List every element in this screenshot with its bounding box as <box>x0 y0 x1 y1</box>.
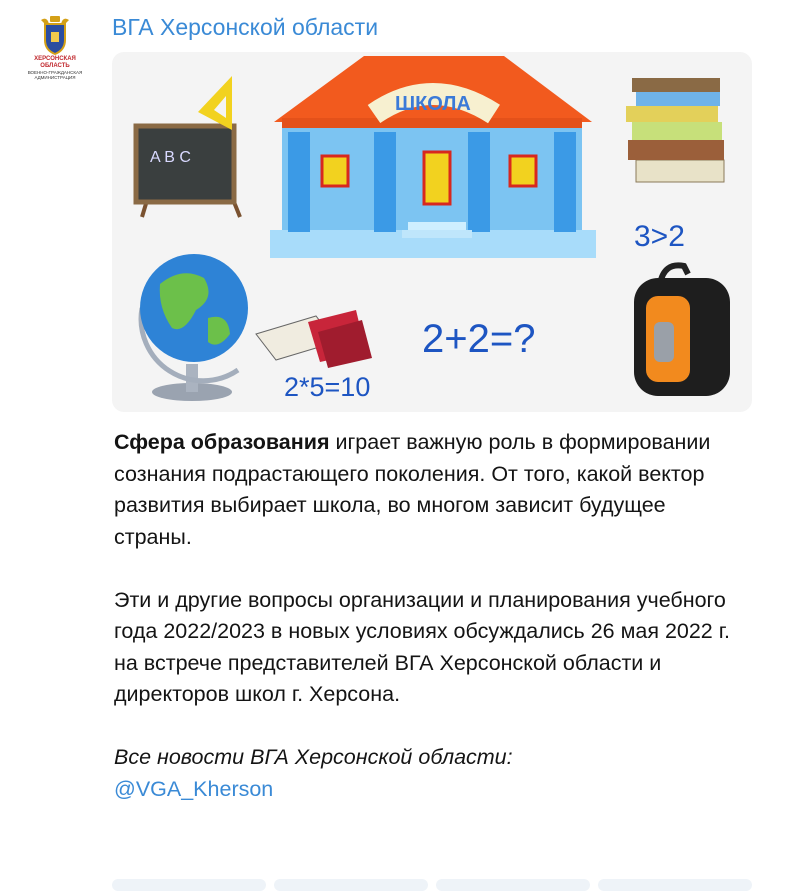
reaction-button[interactable] <box>598 879 752 891</box>
channel-avatar[interactable] <box>22 14 88 80</box>
reaction-button[interactable] <box>436 879 590 891</box>
avatar-caption: ХЕРСОНСКАЯ ОБЛАСТЬ <box>34 56 76 69</box>
channel-mention-link[interactable]: @VGA_Kherson <box>114 776 274 801</box>
school-building-icon <box>270 56 596 258</box>
school-sign: ШКОЛА <box>395 93 471 115</box>
message-italic-text: Все новости ВГА Херсонской области: <box>114 745 513 769</box>
globe-icon <box>140 254 248 401</box>
channel-name[interactable]: ВГА Херсонской области <box>112 14 379 40</box>
reactions-bar <box>112 879 752 891</box>
books-stack-icon <box>626 78 724 182</box>
message-bold-heading: Сфера образования <box>114 430 330 454</box>
board-text: A B C <box>150 149 191 166</box>
math-expression-3: 2*5=10 <box>284 372 371 402</box>
message-paragraph-3 <box>114 742 744 805</box>
math-expression-1: 3>2 <box>634 220 685 253</box>
post-message <box>114 427 744 805</box>
math-expression-2: 2+2=? <box>422 317 536 361</box>
message-paragraph-1-text: играет важную роль в формировании сознания подрастающего поколения. От того, какой вектор развития выбирает школа, во многом зависит будущее страны. <box>114 430 711 549</box>
open-book-icon <box>256 310 372 368</box>
backpack-icon <box>634 265 730 396</box>
reaction-button[interactable] <box>274 879 428 891</box>
reaction-button[interactable] <box>112 879 266 891</box>
message-paragraph-2: Эти и другие вопросы организации и планирования учебного года 2022/2023 в новых условиях обсуждались 26 мая 2022 г. на встрече представителей ВГА Херсонской области и директоров школ г. Херсона. <box>114 587 730 706</box>
post-image[interactable] <box>112 52 752 412</box>
coat-of-arms-icon <box>37 14 73 56</box>
triangle-ruler-icon <box>198 76 232 130</box>
chalkboard-icon <box>136 126 240 217</box>
avatar-subcaption: ВОЕННО-ГРАЖДАНСКАЯ АДМИНИСТРАЦИЯ <box>27 70 83 80</box>
message-paragraph-1 <box>114 427 744 553</box>
